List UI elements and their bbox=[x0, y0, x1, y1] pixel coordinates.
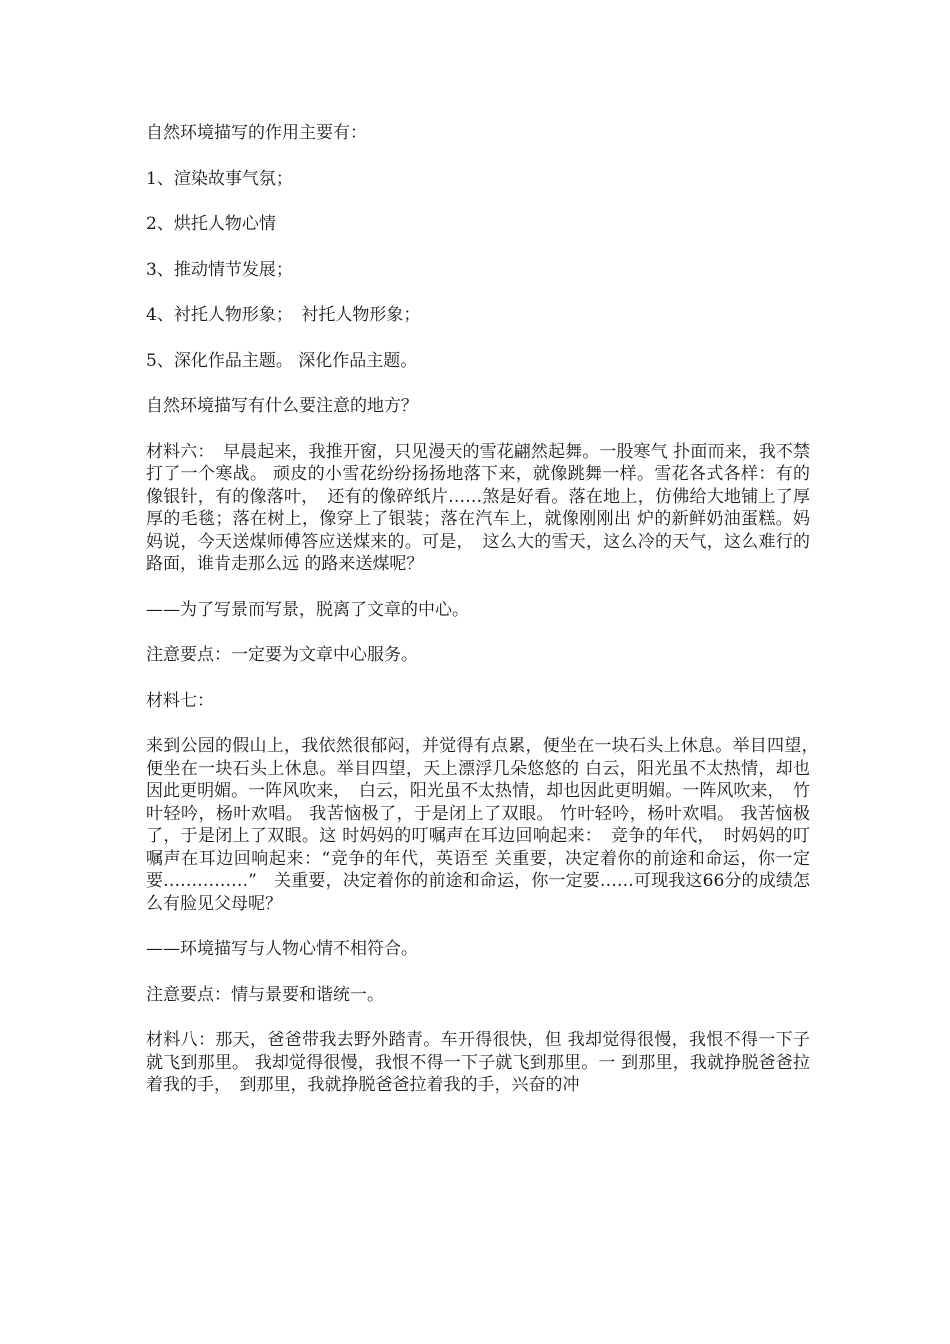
paragraph-heading-functions: 自然环境描写的作用主要有： bbox=[146, 123, 367, 143]
paragraph-material-seven: 来到公园的假山上，我依然很郁闷，并觉得有点累，便坐在一块石头上休息。举目四望， 便坐在一块石头上休息。举目四望，天上漂浮几朵悠悠的 白云，阳光虽不太热情，却也因此更明媚。一阵风吹来， 白云，阳光虽不太热情，却也因此更明媚。一阵风吹来， 竹叶轻吟，杨叶欢唱。 我苦恼极了，于是闭上了双眼。 竹叶轻吟，杨叶欢唱。 我苦恼极了，于是闭上了双眼。这 时妈妈的叮嘱声在耳边回响起来： 竞争的年代， 时妈妈的叮嘱声在耳边回响起来：“竞争的年代，英语至 关重要，决定着你的前途和命运，你一定要……………” 关重要，决定着你的前途和命运，你一定要……可现我这66分的成绩怎么有脸见父母呢？ bbox=[146, 736, 827, 914]
paragraph-comment: ——环境描写与人物心情不相符合。 bbox=[146, 939, 418, 959]
paragraph-key-point: 注意要点：情与景要和谐统一。 bbox=[146, 984, 384, 1005]
paragraph-heading-notes: 自然环境描写有什么要注意的地方？ bbox=[146, 396, 418, 416]
list-item: 1、渲染故事气氛； bbox=[146, 168, 293, 189]
paragraph-key-point: 注意要点：一定要为文章中心服务。 bbox=[146, 645, 418, 665]
document-body bbox=[146, 122, 827, 1120]
paragraph-material-six: 材料六： 早晨起来，我推开窗，只见漫天的雪花翩然起舞。一股寒气 扑面而来，我不禁打了一个寒战。 顽皮的小雪花纷纷扬扬地落下来，就像跳舞一样。雪花各式各样：有的像银针，有的像落叶， 还有的像碎纸片……煞是好看。落在地上，仿佛给大地铺上了厚 厚的毛毯；落在树上，像穿上了银装；落在汽车上，就像刚刚出 炉的新鲜奶油蛋糕。妈妈说，今天送煤师傅答应送煤来的。可是， 这么大的雪天，这么冷的天气，这么难行的路面，谁肯走那么远 的路来送煤呢？ bbox=[146, 441, 810, 574]
list-item: 3、推动情节发展； bbox=[146, 259, 293, 280]
list-item: 4、衬托人物形象； 衬托人物形象； bbox=[146, 305, 421, 325]
list-item: 2、烘托人物心情 bbox=[146, 214, 276, 234]
paragraph-material-seven-label: 材料七： bbox=[146, 690, 214, 711]
paragraph-material-eight: 材料八：那天，爸爸带我去野外踏青。车开得很快，但 我却觉得很慢，我恨不得一下子就飞到那里。 我却觉得很慢，我恨不得一下子就飞到那里。一 到那里，我就挣脱爸爸拉着我的手， 到那里，我就挣脱爸爸拉着我的手，兴奋的冲 bbox=[146, 1030, 810, 1095]
paragraph-comment: ——为了写景而写景，脱离了文章的中心。 bbox=[146, 599, 469, 620]
list-item: 5、深化作品主题。 深化作品主题。 bbox=[146, 350, 418, 371]
